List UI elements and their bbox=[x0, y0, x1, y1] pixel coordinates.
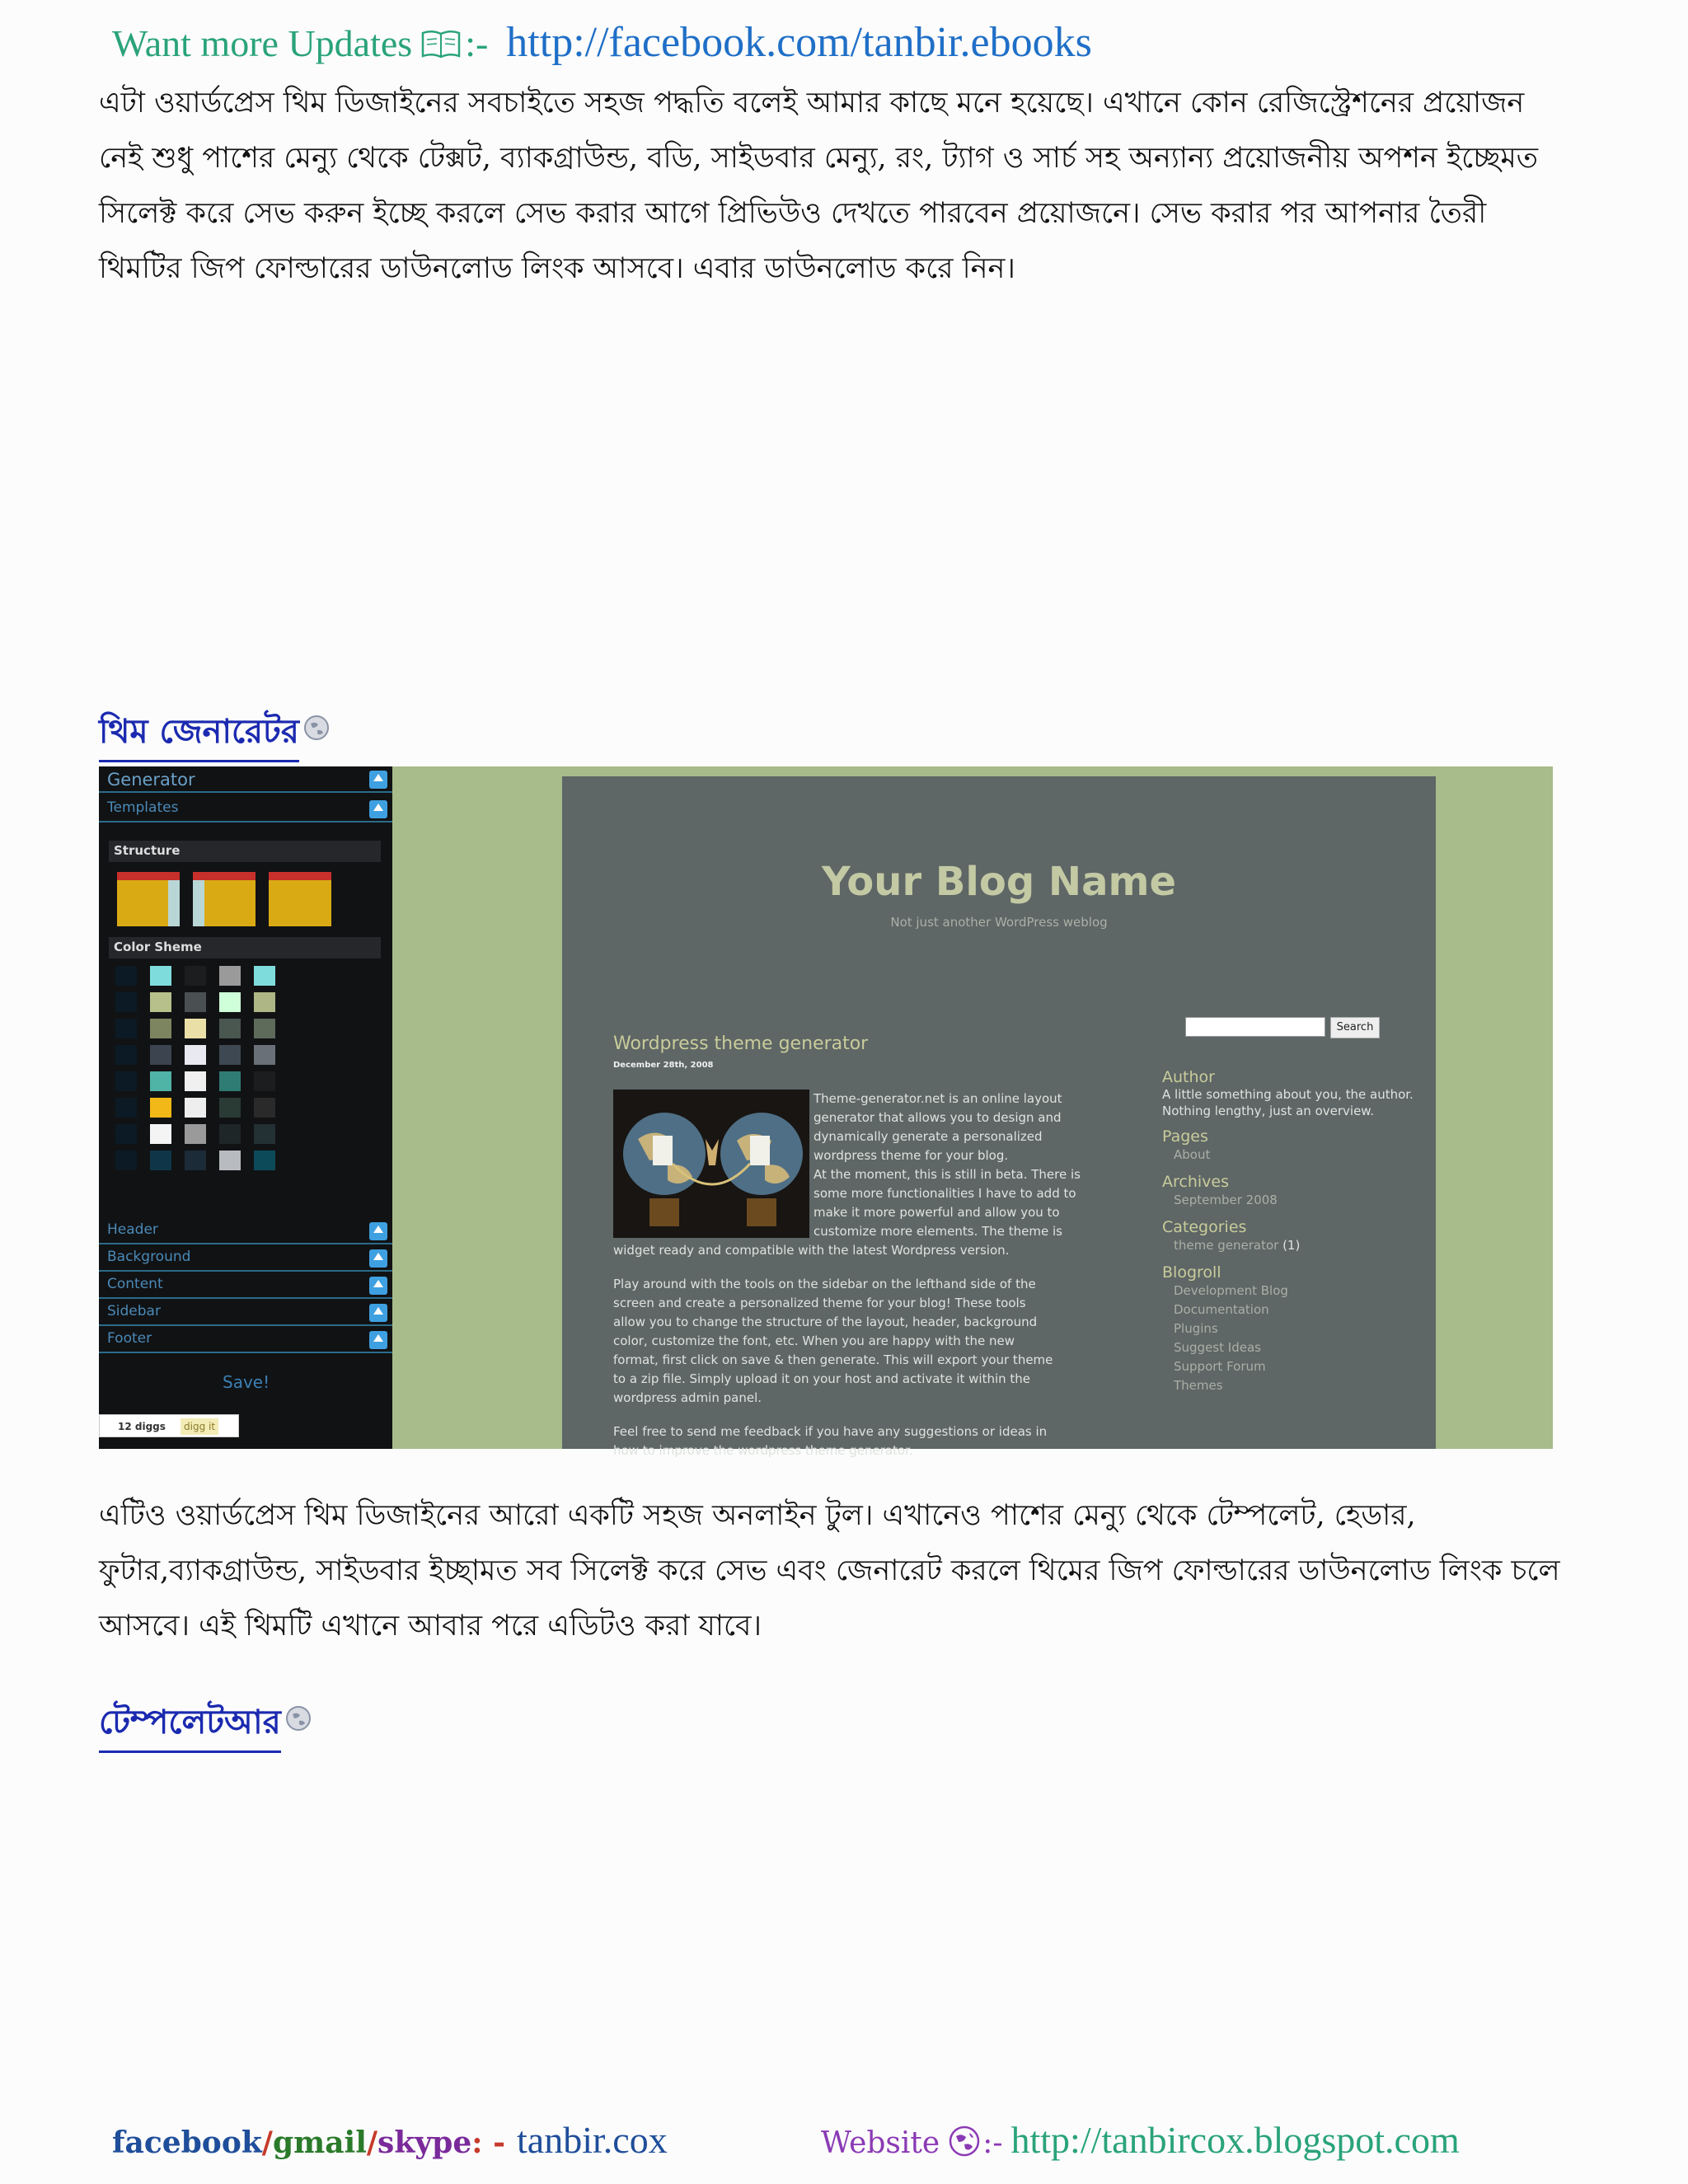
generator-panel bbox=[99, 766, 392, 1449]
color-swatch[interactable] bbox=[115, 1045, 137, 1065]
globe-icon bbox=[948, 2125, 981, 2158]
second-line: ফুটার,ব্যাকগ্রাউন্ড, সাইডবার ইচ্ছামত সব সিলেক্ট করে সেভ এবং জেনারেট করলে থিমের জিপ ফোল্ডারের ডাউনলোড লিংক চলে bbox=[99, 1554, 1560, 1587]
top-banner bbox=[112, 18, 1092, 76]
sidebar-section-label: Sidebar bbox=[107, 1303, 161, 1319]
footer-bar[interactable] bbox=[99, 1327, 392, 1353]
post-line: screen and create a personalized theme for your blog! These tools bbox=[613, 1296, 1026, 1310]
color-swatch[interactable] bbox=[219, 1019, 241, 1038]
color-swatch[interactable] bbox=[254, 1151, 275, 1170]
digg-badge[interactable] bbox=[99, 1414, 239, 1437]
structure-option[interactable] bbox=[269, 872, 331, 926]
post-line: format, first click on save & then generate. This will export your theme bbox=[613, 1352, 1053, 1367]
color-swatch[interactable] bbox=[254, 1019, 275, 1038]
expand-arrow-icon[interactable] bbox=[369, 1331, 387, 1349]
sidebar-bar[interactable] bbox=[99, 1300, 392, 1326]
digg-it-button[interactable]: digg it bbox=[181, 1418, 218, 1435]
templates-bar[interactable] bbox=[99, 796, 392, 823]
intro-line: সিলেক্ট করে সেভ করুন ইচ্ছে করলে সেভ করার আগে প্রিভিউও দেখতে পারবেন প্রয়োজনে। সেভ করার পর আপনার তৈরী bbox=[99, 197, 1487, 230]
post-line: customize more elements. The theme is bbox=[814, 1224, 1062, 1239]
generator-title: Generator bbox=[107, 770, 195, 790]
open-book-icon bbox=[420, 28, 462, 59]
color-swatch[interactable] bbox=[150, 1019, 171, 1038]
blogroll-link[interactable]: Development Blog bbox=[1174, 1283, 1288, 1298]
post-line: generator that allows you to design and bbox=[814, 1110, 1062, 1125]
post-line: dynamically generate a personalized bbox=[814, 1129, 1043, 1144]
theme-generator-screenshot bbox=[99, 766, 1553, 1458]
post-line: wordpress admin panel. bbox=[613, 1390, 762, 1405]
post-body bbox=[613, 1241, 1128, 1460]
facebook-page-link[interactable]: http://facebook.com/tanbir.ebooks bbox=[506, 19, 1092, 66]
color-swatch[interactable] bbox=[115, 1151, 137, 1170]
author-text: A little something about you, the author. Nothing lengthy, just an overview. bbox=[1162, 1087, 1414, 1118]
website-separator: :- bbox=[982, 2126, 1003, 2160]
theme-generator-link[interactable]: থিম জেনারেটর bbox=[99, 710, 299, 762]
expand-arrow-icon[interactable] bbox=[369, 1249, 387, 1268]
gmail-label: gmail bbox=[272, 2125, 367, 2160]
website-footer bbox=[821, 2118, 1460, 2176]
color-swatch[interactable] bbox=[185, 1098, 206, 1118]
archives-heading: Archives bbox=[1162, 1173, 1229, 1191]
color-swatch[interactable] bbox=[185, 1151, 206, 1170]
color-swatch[interactable] bbox=[150, 1124, 171, 1144]
intro-line: থিমটির জিপ ফোল্ডারের ডাউনলোড লিংক আসবে। এবার ডাউনলোড করে নিন। bbox=[99, 252, 1015, 285]
intro-paragraph bbox=[99, 76, 1582, 297]
category-count: (1) bbox=[1282, 1238, 1301, 1253]
blogroll-link[interactable]: Plugins bbox=[1174, 1321, 1218, 1336]
header-section-label: Header bbox=[107, 1221, 158, 1238]
post-line: some more functionalities I have to add to bbox=[814, 1186, 1076, 1201]
color-swatch[interactable] bbox=[150, 966, 171, 986]
save-button[interactable]: Save! bbox=[223, 1372, 270, 1392]
color-swatch[interactable] bbox=[219, 1098, 241, 1118]
post-line: Theme-generator.net is an online layout bbox=[814, 1091, 1062, 1106]
header-bar[interactable] bbox=[99, 1218, 392, 1244]
color-swatch[interactable] bbox=[254, 966, 275, 986]
color-swatch[interactable] bbox=[254, 992, 275, 1012]
color-swatch[interactable] bbox=[185, 1124, 206, 1144]
color-scheme-label: Color Sheme bbox=[109, 937, 381, 958]
color-swatch[interactable] bbox=[150, 1151, 171, 1170]
expand-arrow-icon[interactable] bbox=[369, 771, 387, 789]
color-swatch[interactable] bbox=[115, 992, 137, 1012]
website-label: Website bbox=[821, 2126, 940, 2160]
structure-option[interactable] bbox=[193, 872, 256, 926]
post-title[interactable]: Wordpress theme generator bbox=[613, 1033, 869, 1054]
post-line: Feel free to send me feedback if you have any suggestions or ideas in bbox=[613, 1424, 1048, 1439]
updates-label: Want more Updates bbox=[112, 22, 413, 64]
color-swatch[interactable] bbox=[115, 1019, 137, 1038]
blog-preview bbox=[562, 776, 1436, 1458]
pages-link[interactable]: About bbox=[1174, 1147, 1211, 1162]
author-heading: Author bbox=[1162, 1068, 1215, 1086]
post-line: widget ready and compatible with the latest Wordpress version. bbox=[613, 1243, 1010, 1258]
expand-arrow-icon[interactable] bbox=[369, 1304, 387, 1322]
templates-label: Templates bbox=[107, 799, 179, 816]
color-swatch[interactable] bbox=[219, 992, 241, 1012]
website-link[interactable]: http://tanbircox.blogspot.com bbox=[1010, 2119, 1460, 2161]
color-swatch[interactable] bbox=[185, 1071, 206, 1091]
color-swatch[interactable] bbox=[219, 1045, 241, 1065]
expand-arrow-icon[interactable] bbox=[369, 800, 387, 818]
structure-label: Structure bbox=[109, 841, 381, 862]
post-intro bbox=[814, 1090, 1128, 1241]
color-swatch[interactable] bbox=[150, 1098, 171, 1118]
color-swatch[interactable] bbox=[115, 1124, 137, 1144]
color-swatch[interactable] bbox=[150, 992, 171, 1012]
post-date: December 28th, 2008 bbox=[613, 1061, 714, 1070]
expand-arrow-icon[interactable] bbox=[369, 1277, 387, 1295]
post-line: allow you to change the structure of the layout, header, background bbox=[613, 1315, 1038, 1329]
color-swatch[interactable] bbox=[115, 1098, 137, 1118]
digg-count: 12 diggs bbox=[118, 1421, 166, 1432]
second-line: আসবে। এই থিমটি এখানে আবার পরে এডিটও করা যাবে। bbox=[99, 1610, 762, 1643]
color-swatch[interactable] bbox=[254, 1045, 275, 1065]
intro-line: এটা ওয়ার্ডপ্রেস থিম ডিজাইনের সবচাইতে সহজ পদ্ধতি বলেই আমার কাছে মনে হয়েছে। এখানে কোন রেজিস্ট্রেশনের প্রয়োজন bbox=[99, 87, 1525, 120]
contact-handle: tanbir.cox bbox=[517, 2119, 668, 2161]
blog-search-input[interactable] bbox=[1185, 1017, 1325, 1037]
blog-tagline: Not just another WordPress weblog bbox=[890, 915, 1108, 930]
color-swatch[interactable] bbox=[219, 1151, 241, 1170]
post-line: wordpress theme for your blog. bbox=[814, 1148, 1009, 1163]
color-swatch[interactable] bbox=[254, 1098, 275, 1118]
category-link[interactable]: theme generator bbox=[1174, 1238, 1279, 1253]
blogroll-heading: Blogroll bbox=[1162, 1263, 1221, 1282]
templater-link[interactable]: টেম্পলেটআর bbox=[99, 1701, 281, 1753]
slash-separator: / bbox=[261, 2125, 273, 2160]
post-line: how to improve the wordpress theme generator. bbox=[613, 1443, 913, 1458]
color-swatch[interactable] bbox=[185, 1019, 206, 1038]
post-line: At the moment, this is still in beta. There is bbox=[814, 1167, 1081, 1182]
post-line: Play around with the tools on the sidebar on the lefthand side of the bbox=[613, 1277, 1036, 1291]
generator-bar bbox=[99, 766, 392, 793]
color-swatch[interactable] bbox=[115, 1071, 137, 1091]
color-swatch[interactable] bbox=[185, 992, 206, 1012]
skype-label: skype bbox=[377, 2125, 472, 2160]
globes-image bbox=[613, 1090, 809, 1238]
footer-section-label: Footer bbox=[107, 1330, 152, 1347]
external-link-globe-icon bbox=[284, 1704, 312, 1732]
second-line: এটিও ওয়ার্ডপ্রেস থিম ডিজাইনের আরো একটি সহজ অনলাইন টুল। এখানেও পাশের মেন্যু থেকে টেম্পলেট, হেডার, bbox=[99, 1499, 1416, 1532]
intro-line: নেই শুধু পাশের মেন্যু থেকে টেক্সট, ব্যাকগ্রাউন্ড, বডি, সাইডবার মেন্যু, রং, ট্যাগ ও সার্চ সহ অন্যান্য প্রয়োজনীয় অপশন ইচ্ছেমত bbox=[99, 142, 1539, 175]
post-line: to a zip file. Simply upload it on your host and activate it within the bbox=[613, 1371, 1031, 1386]
background-bar[interactable] bbox=[99, 1245, 392, 1272]
updates-separator: :- bbox=[465, 22, 489, 64]
blogroll-link[interactable]: Support Forum bbox=[1174, 1359, 1266, 1374]
color-swatch[interactable] bbox=[219, 1071, 241, 1091]
post-line: make it more powerful and allow you to bbox=[814, 1205, 1060, 1220]
color-swatch[interactable] bbox=[150, 1045, 171, 1065]
slash-separator: / bbox=[366, 2125, 378, 2160]
color-swatch[interactable] bbox=[254, 1124, 275, 1144]
blog-search-button[interactable]: Search bbox=[1330, 1017, 1380, 1038]
blog-sidebar bbox=[1162, 1060, 1418, 1395]
contact-footer bbox=[112, 2118, 668, 2176]
content-section-label: Content bbox=[107, 1276, 163, 1292]
second-paragraph bbox=[99, 1488, 1582, 1654]
archives-link[interactable]: September 2008 bbox=[1174, 1193, 1278, 1207]
color-swatch[interactable] bbox=[150, 1071, 171, 1091]
color-swatch[interactable] bbox=[219, 1124, 241, 1144]
category-item[interactable] bbox=[1162, 1236, 1418, 1255]
color-swatch[interactable] bbox=[115, 966, 137, 986]
content-bar[interactable] bbox=[99, 1272, 392, 1299]
facebook-label: facebook bbox=[112, 2125, 262, 2160]
color-swatch[interactable] bbox=[185, 966, 206, 986]
blog-name: Your Blog Name bbox=[821, 859, 1177, 905]
color-swatch[interactable] bbox=[219, 966, 241, 986]
blogroll-link[interactable]: Themes bbox=[1174, 1378, 1223, 1393]
external-link-globe-icon bbox=[302, 714, 331, 742]
pages-heading: Pages bbox=[1162, 1127, 1208, 1146]
color-swatch[interactable] bbox=[254, 1071, 275, 1091]
post-line: color, customize the font, etc. When you are happy with the new bbox=[613, 1333, 1015, 1348]
color-swatch[interactable] bbox=[185, 1045, 206, 1065]
blogroll-link[interactable]: Documentation bbox=[1174, 1302, 1269, 1317]
contact-separator: : - bbox=[471, 2125, 506, 2160]
blogroll-link[interactable]: Suggest Ideas bbox=[1174, 1340, 1261, 1355]
templater-heading bbox=[99, 1701, 312, 1753]
theme-generator-heading bbox=[99, 710, 331, 762]
expand-arrow-icon[interactable] bbox=[369, 1222, 387, 1240]
background-section-label: Background bbox=[107, 1249, 191, 1265]
categories-heading: Categories bbox=[1162, 1218, 1247, 1236]
structure-option[interactable] bbox=[117, 872, 180, 926]
